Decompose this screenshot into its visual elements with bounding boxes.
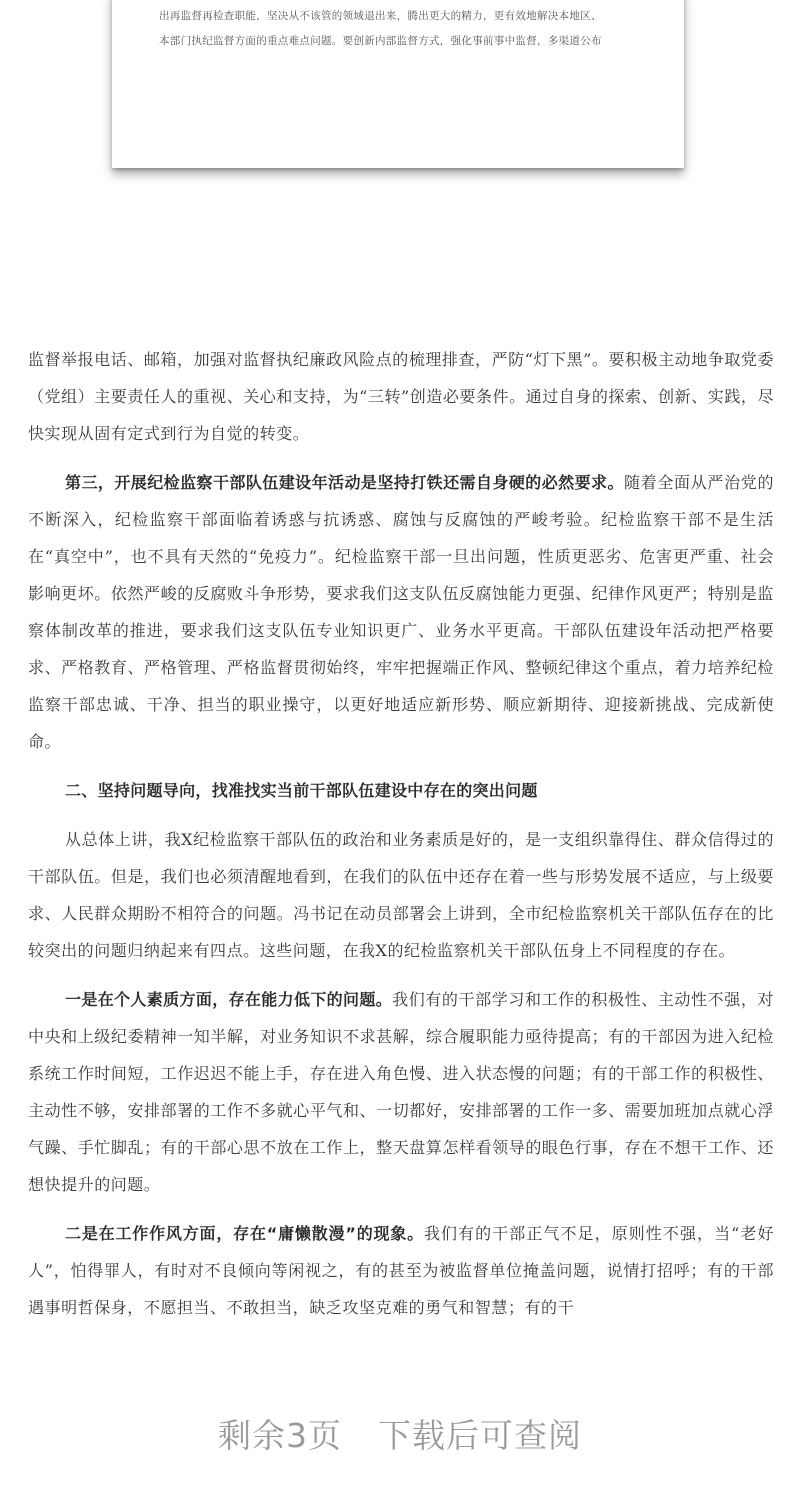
paragraph: 从总体上讲，我X纪检监察干部队伍的政治和业务素质是好的，是一支组织靠得住、群众信得过的干部队伍。但是，我们也必须清醒地看到，在我们的队伍中还存在着一些与形势发展不适应，与上级要求、人民群众期盼不相符合的问题。冯书记在动员部署会上讲到，全市纪检监察机关干部队伍存在的比较突出的问题归纳起来有四点。这些问题，在我X的纪检监察机关干部队伍身上不同程度的存在。 [28, 830, 774, 960]
paragraph-lead: 第三，开展纪检监察干部队伍建设年活动是坚持打铁还需自身硬的必然要求。 [65, 473, 624, 492]
preview-text-line: 出再监督再检查职能，坚决从不该管的领域退出来，腾出更大的精力，更有效地解决本地区、 [159, 10, 602, 22]
paragraph [28, 1215, 774, 1326]
remaining-pages-notice[interactable] [0, 1410, 800, 1457]
paragraph [28, 464, 774, 760]
content-fade-overlay [0, 1330, 800, 1390]
document-body [28, 341, 774, 1338]
paragraph [28, 981, 774, 1203]
section-heading: 二、坚持问题导向，找准找实当前干部队伍建设中存在的突出问题 [65, 781, 538, 800]
preview-text-line: 本部门执纪监督方面的重点难点问题。要创新内部监督方式，强化事前事中监督，多渠道公布 [159, 35, 602, 47]
paragraph: 监督举报电话、邮箱，加强对监督执纪廉政风险点的梳理排查，严防“灯下黑”。要积极主动地争取党委（党组）主要责任人的重视、关心和支持，为“三转”创造必要条件。通过自身的探索、创新、实践，尽快实现从固有定式到行为自觉的转变。 [28, 350, 774, 443]
remaining-pages-label: 剩余3页 [218, 1416, 342, 1455]
previous-page-preview [112, 0, 684, 168]
download-to-view-label: 下载后可查阅 [378, 1416, 582, 1455]
paragraph-lead: 二是在工作作风方面，存在“庸懒散漫”的现象。 [65, 1224, 424, 1243]
paragraph-lead: 一是在个人素质方面，存在能力低下的问题。 [65, 990, 393, 1009]
paragraph-text: 我们有的干部正气不足，原则性不强，当“老好人”，怕得罪人，有时对不良倾向等闲视之，有的甚至为被监督单位掩盖问题，说情打招呼；有的干部遇事明哲保身，不愿担当、不敢担当，缺乏攻坚克难的勇气和智慧；有的干 [28, 1224, 774, 1317]
paragraph-text: 我们有的干部学习和工作的积极性、主动性不强，对中央和上级纪委精神一知半解，对业务知识不求甚解，综合履职能力亟待提高；有的干部因为进入纪检系统工作时间短，工作迟迟不能上手，存在进入角色慢、进入状态慢的问题；有的干部工作的积极性、主动性不够，安排部署的工作不多就心平气和、一切都好，安排部署的工作一多、需要加班加点就心浮气躁、手忙脚乱；有的干部心思不放在工作上，整天盘算怎样看领导的眼色行事，存在不想干工作、还想快提升的问题。 [28, 990, 774, 1194]
paragraph-text: 随着全面从严治党的不断深入，纪检监察干部面临着诱惑与抗诱惑、腐蚀与反腐蚀的严峻考验。纪检监察干部不是生活在“真空中”，也不具有天然的“免疫力”。纪检监察干部一旦出问题，性质更恶劣、危害更严重、社会影响更坏。依然严峻的反腐败斗争形势，要求我们这支队伍反腐蚀能力更强、纪律作风更严；特别是监察体制改革的推进，要求我们这支队伍专业知识更广、业务水平更高。干部队伍建设年活动把严格要求、严格教育、严格管理、严格监督贯彻始终，牢牢把握端正作风、整顿纪律这个重点，着力培养纪检监察干部忠诚、干净、担当的职业操守，以更好地适应新形势、顺应新期待、迎接新挑战、完成新使命。 [28, 473, 775, 751]
